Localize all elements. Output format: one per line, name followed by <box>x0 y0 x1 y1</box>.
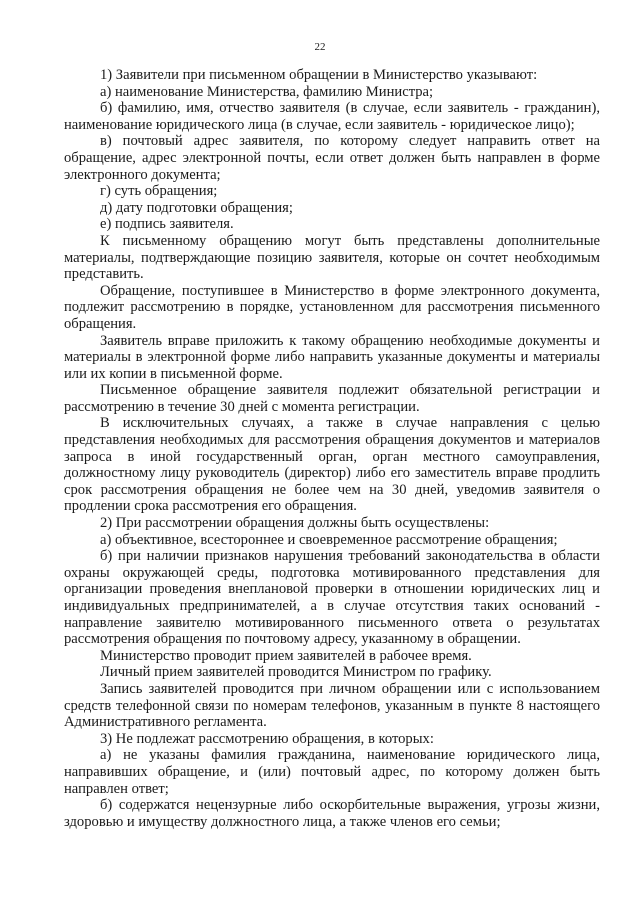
paragraph-not-considered-heading: 3) Не подлежат рассмотрению обращения, в которых: <box>100 730 434 747</box>
paragraph-item-g: г) суть обращения; <box>100 183 218 200</box>
paragraph-extension: В исключительных случаях, а также в случае направления с целью представления необходимых для рассмотрения обращения документов и материалов запроса в иной государственный орган, орган местного самоуправления, должностному лицу руководитель (директор) либо его заместитель вправе продлить срок рассмотрения обращения не более чем на 30 дней, уведомив заявителя о продлении срока рассмотрения его обращения. <box>64 415 600 515</box>
paragraph-consideration-b: б) при наличии признаков нарушения требований законодательства в области охраны окружающей среды, подготовка мотивированного представления для организации проведения внеплановой проверки в отношении юридических лиц и индивидуальных предпринимателей, а в случае отсутствия таких оснований - направление заявителю мотивированного письменного ответа о результатах рассмотрения обращения по почтовому адресу, указанному в обращении. <box>64 548 600 648</box>
paragraph-applicant-requirements: 1) Заявители при письменном обращении в Министерство указывают: <box>100 67 538 83</box>
paragraph-item-a: а) наименование Министерства, фамилию Министра; <box>100 83 434 100</box>
paragraph-attach-documents: Заявитель вправе приложить к такому обращению необходимые документы и материалы в электронной форме либо направить указанные документы и материалы или их копии в письменной форме. <box>64 332 600 382</box>
paragraph-item-e: е) подпись заявителя. <box>100 216 234 233</box>
paragraph-electronic-document: Обращение, поступившее в Министерство в форме электронного документа, подлежит рассмотрению в порядке, установленном для рассмотрения письменного обращения. <box>64 282 600 332</box>
paragraph-registration: Письменное обращение заявителя подлежит обязательной регистрации и рассмотрению в течение 30 дней с момента регистрации. <box>64 382 600 415</box>
document-body <box>64 67 600 830</box>
paragraph-consideration-heading: 2) При рассмотрении обращения должны быть осуществлены: <box>100 515 490 532</box>
paragraph-additional-materials: К письменному обращению могут быть представлены дополнительные материалы, подтверждающие позицию заявителя, которые он сочтет необходимым представить. <box>64 232 600 283</box>
page-number: 22 <box>314 41 326 53</box>
paragraph-not-considered-b: б) содержатся нецензурные либо оскорбительные выражения, угрозы жизни, здоровью и имуществу должностного лица, а также членов его семьи; <box>64 797 600 830</box>
paragraph-consideration-a: а) объективное, всестороннее и своевременное рассмотрение обращения; <box>100 531 558 548</box>
paragraph-personal-reception: Личный прием заявителей проводится Министром по графику. <box>100 664 492 681</box>
paragraph-not-considered-a: а) не указаны фамилия гражданина, наименование юридического лица, направивших обращение, и (или) почтовый адрес, по которому должен быть направлен ответ; <box>64 747 600 797</box>
paragraph-appointment: Запись заявителей проводится при личном обращении или с использованием средств телефонной связи по номерам телефонов, указанным в пункте 8 настоящего Административного регламента. <box>64 680 600 731</box>
paragraph-reception-time: Министерство проводит прием заявителей в рабочее время. <box>100 647 472 664</box>
paragraph-item-v: в) почтовый адрес заявителя, по которому следует направить ответ на обращение, адрес электронной почты, если ответ должен быть направлен в форме электронного документа; <box>64 133 600 183</box>
paragraph-item-b: б) фамилию, имя, отчество заявителя (в случае, если заявитель - гражданин), наименование юридического лица (в случае, если заявитель - юридическое лицо); <box>64 100 600 133</box>
paragraph-item-d: д) дату подготовки обращения; <box>100 199 293 216</box>
